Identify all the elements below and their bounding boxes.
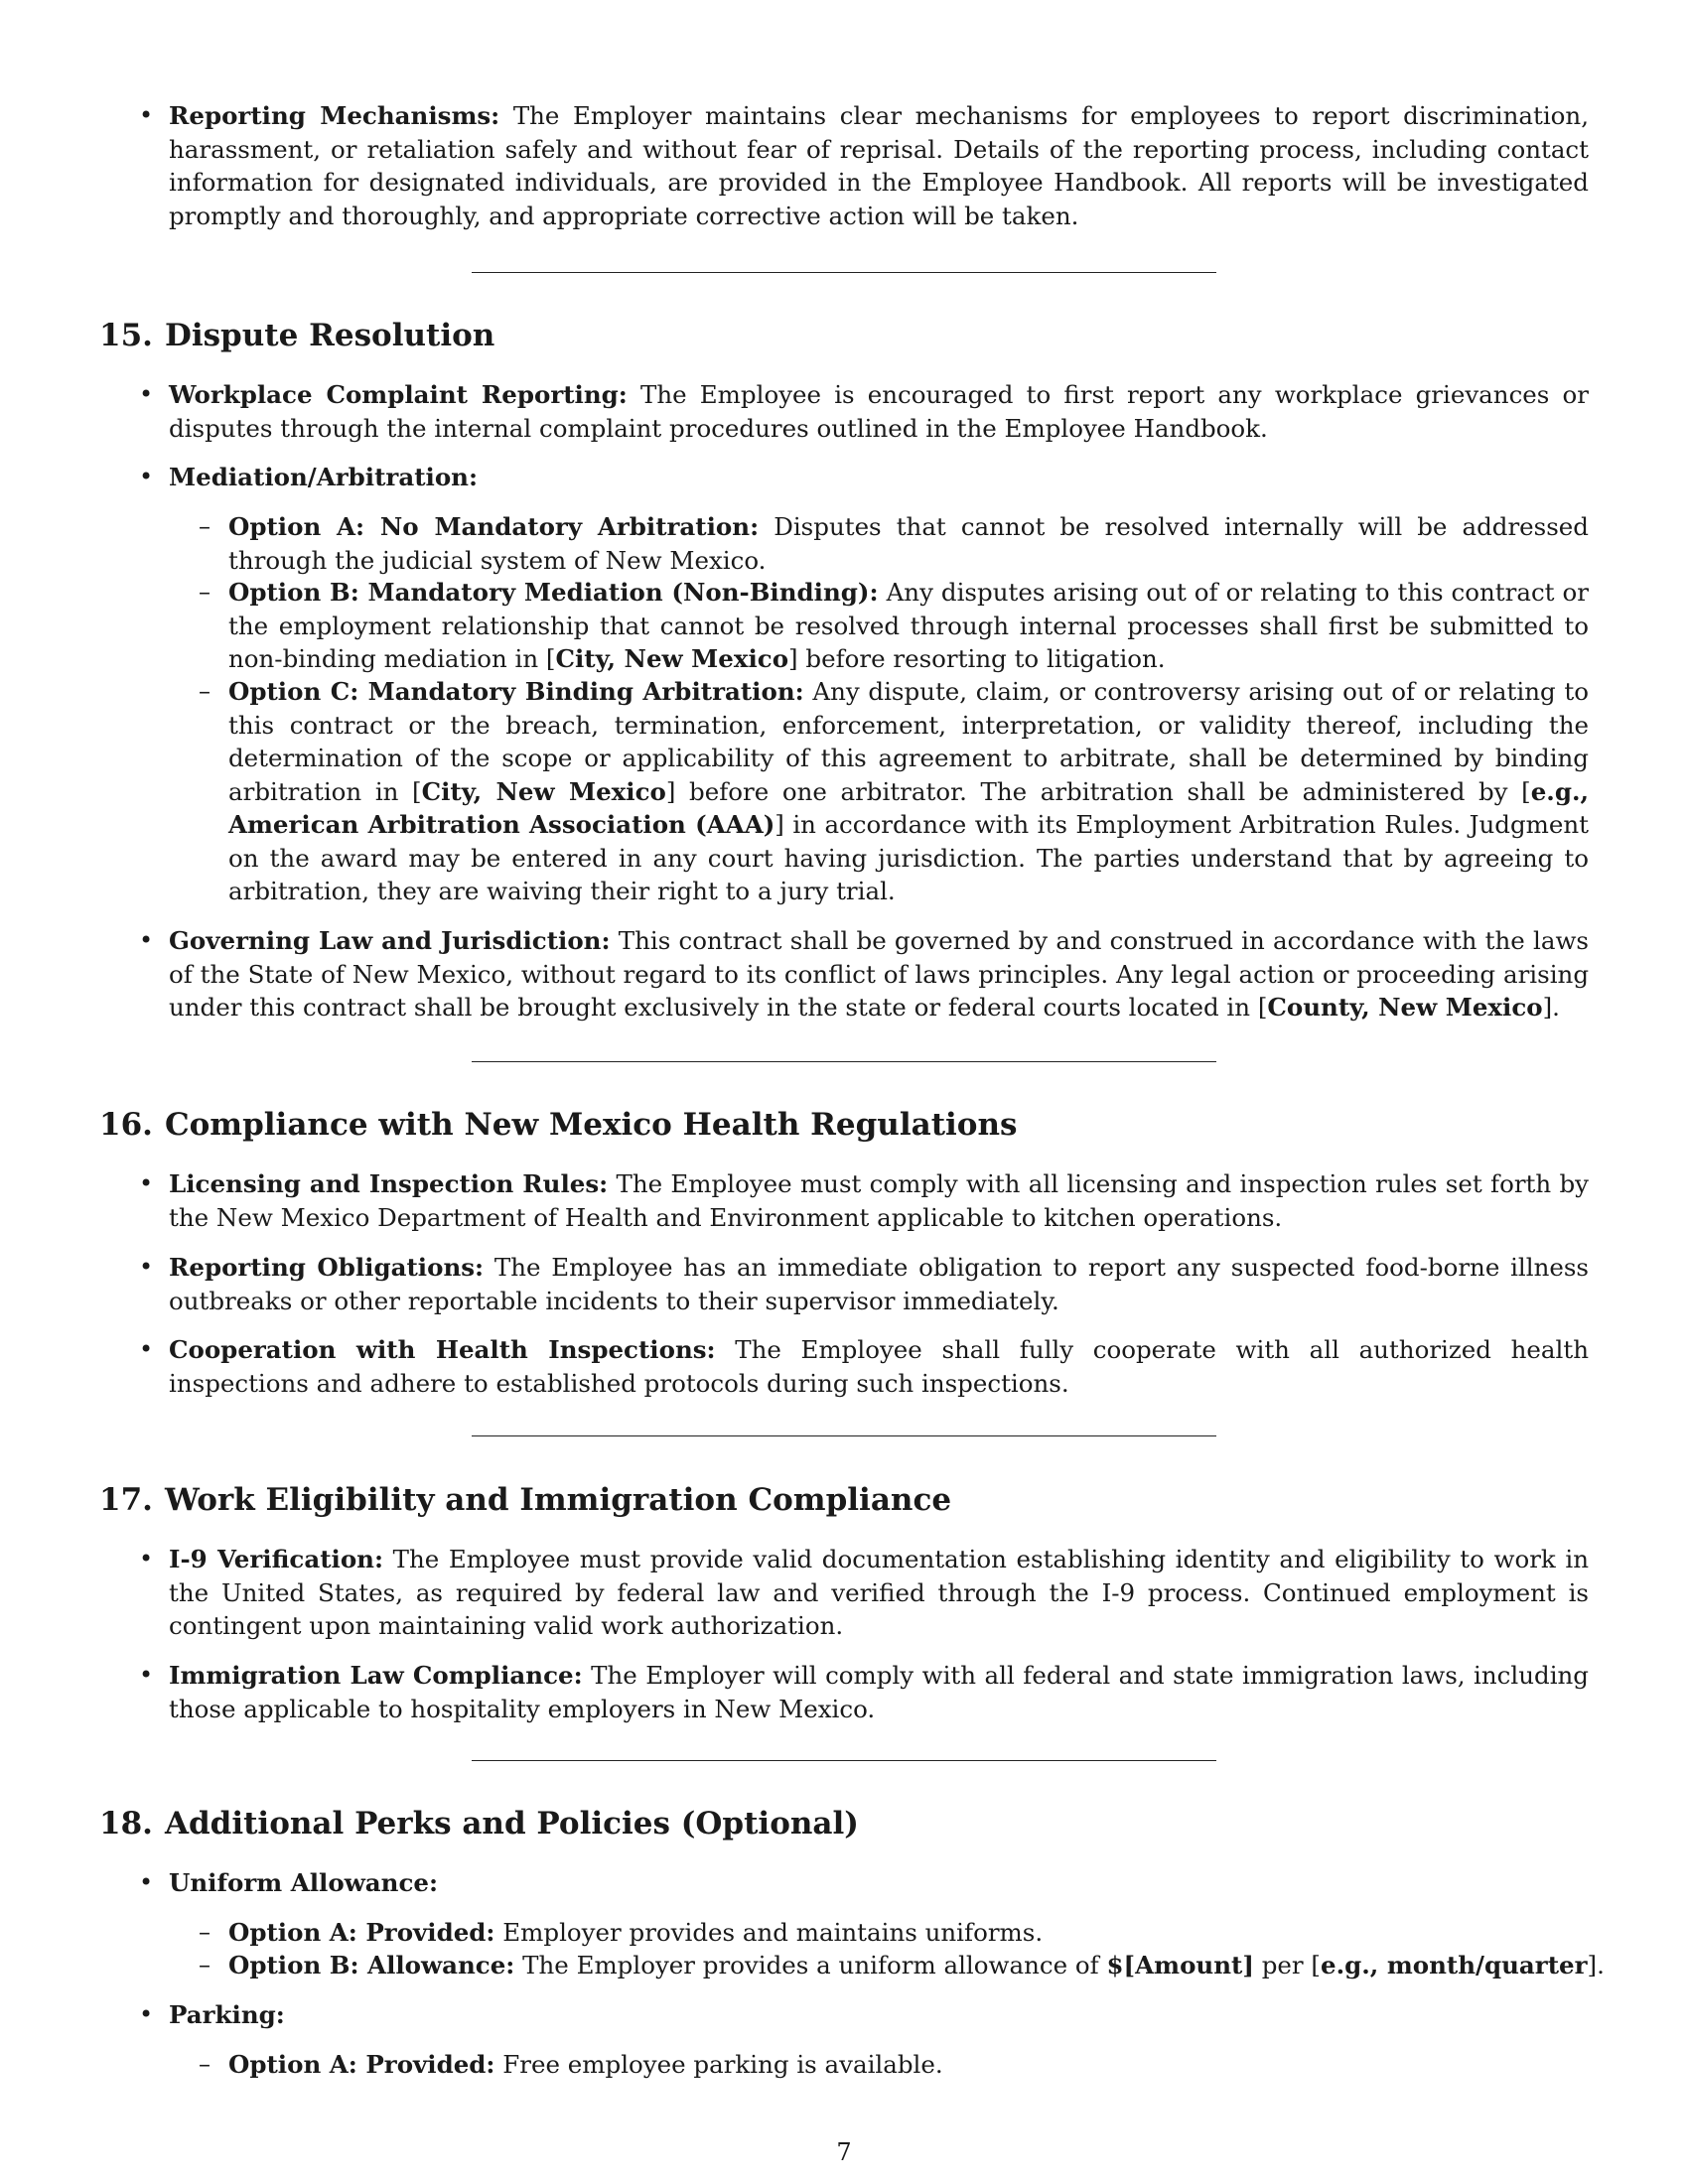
- list-item-governing-law: [139, 924, 1589, 1024]
- item-label: Licensing and Inspection Rules:: [169, 1169, 609, 1198]
- bullet: •: [139, 101, 154, 129]
- item-label: Immigration Law Compliance:: [169, 1661, 583, 1690]
- item-label: Reporting Mechanisms:: [169, 101, 500, 130]
- paragraph: [169, 1543, 1589, 1643]
- dash: –: [199, 1951, 211, 1979]
- item-label: I-9 Verification:: [169, 1545, 384, 1573]
- item-label: Option A: No Mandatory Arbitration:: [228, 512, 760, 541]
- paragraph: [169, 924, 1589, 1024]
- sub-item-parking-option-a: [199, 2048, 1589, 2082]
- section-divider: [472, 1760, 1216, 1761]
- section-number: 18.: [99, 1806, 153, 1842]
- item-label: Option B: Mandatory Mediation (Non-Binding):: [228, 578, 879, 607]
- section-heading-15: [99, 318, 494, 353]
- paragraph: [228, 2048, 1589, 2082]
- item-text: Free employee parking is available.: [502, 2050, 943, 2079]
- section-number: 16.: [99, 1107, 153, 1143]
- list-item-complaint-reporting: [139, 378, 1589, 445]
- list-item-reporting-mechanisms: [139, 99, 1589, 232]
- bullet: •: [139, 463, 154, 490]
- sub-item-option-c: [199, 675, 1590, 908]
- list-item-mediation-arbitration: [139, 461, 1589, 494]
- section-title: Additional Perks and Policies (Optional): [164, 1806, 859, 1842]
- item-text: The Employee must comply with all licensing and inspection rules set forth by the New Mexico Department of Health and Environment applicable to kitchen operations.: [169, 1169, 1589, 1232]
- dash: –: [199, 1918, 211, 1946]
- dash: –: [199, 2050, 211, 2078]
- item-text: ].: [1542, 993, 1560, 1022]
- section-heading-18: [99, 1806, 859, 1842]
- item-label: Option A: Provided:: [228, 2050, 495, 2079]
- item-text: This contract shall be governed by and construed in accordance with the laws of the State of New Mexico, without regard to its conflict of laws principles. Any legal action or proceeding arising under this contract shall be brought exclusively in the state or federal courts located in [: [169, 926, 1589, 1022]
- placeholder-county: County, New Mexico: [1267, 993, 1543, 1022]
- item-label: Reporting Obligations:: [169, 1253, 485, 1282]
- page-number: 7: [836, 2138, 852, 2166]
- item-label: Governing Law and Jurisdiction:: [169, 926, 611, 955]
- item-text: The Employer maintains clear mechanisms for employees to report discrimination, harassment, or retaliation safely and without fear of reprisal. Details of the reporting process, including contact information for designated individuals, are provided in the Employee Handbook. All reports will be investigated promptly and thoroughly, and appropriate corrective action will be taken.: [169, 101, 1589, 230]
- item-text: The Employee must provide valid documentation establishing identity and eligibility to work in the United States, as required by federal law and verified through the I-9 process. Continued employment is contingent upon maintaining valid work authorization.: [169, 1545, 1590, 1640]
- dash: –: [199, 512, 211, 540]
- item-label: Parking:: [169, 2000, 285, 2029]
- item-text: The Employer provides a uniform allowance of: [522, 1951, 1107, 1979]
- list-item-uniform-allowance: [139, 1866, 1589, 1900]
- sub-item-option-a: [199, 510, 1589, 577]
- section-number: 17.: [99, 1482, 153, 1518]
- item-label: Cooperation with Health Inspections:: [169, 1335, 716, 1364]
- item-text: The Employer will comply with all federal and state immigration laws, including those applicable to hospitality employers in New Mexico.: [169, 1661, 1589, 1723]
- bullet: •: [139, 1335, 154, 1363]
- item-text: Any disputes arising out of or relating to this contract or the employment relationship that cannot be resolved through internal processes shall first be submitted to non-binding mediation in [: [228, 578, 1589, 673]
- paragraph: [169, 1659, 1589, 1725]
- section-number: 15.: [99, 318, 153, 353]
- item-label: Workplace Complaint Reporting:: [169, 380, 628, 409]
- item-text: The Employee shall fully cooperate with all authorized health inspections and adhere to established protocols during such inspections.: [169, 1335, 1589, 1398]
- section-divider: [472, 1435, 1216, 1436]
- item-text: ] before resorting to litigation.: [788, 644, 1166, 673]
- paragraph: [228, 1949, 1605, 1982]
- bullet: •: [139, 1169, 154, 1197]
- paragraph: [169, 1167, 1589, 1234]
- dash: –: [199, 578, 211, 606]
- list-item-i9: [139, 1543, 1590, 1643]
- item-text: Any dispute, claim, or controversy arising out of or relating to this contract or the breach, termination, enforcement, interpretation, or validity thereof, including the determination of the scope or applicability of this agreement to arbitrate, shall be determined by binding arbitration in [: [228, 677, 1589, 806]
- paragraph: [169, 461, 1589, 494]
- section-title: Dispute Resolution: [164, 318, 495, 353]
- list-item-reporting-obligations: [139, 1251, 1589, 1317]
- item-text: per [: [1253, 1951, 1321, 1979]
- paragraph: [228, 1916, 1589, 1950]
- paragraph: [169, 1333, 1589, 1400]
- list-item-immigration: [139, 1659, 1589, 1725]
- list-item-licensing: [139, 1167, 1589, 1234]
- bullet: •: [139, 1868, 154, 1896]
- paragraph: [228, 576, 1589, 676]
- item-text: ] before one arbitrator. The arbitration shall be administered by [: [665, 776, 1531, 806]
- item-text: The Employee has an immediate obligation to report any suspected food-borne illness outbreaks or other reportable incidents to their supervisor immediately.: [169, 1253, 1589, 1315]
- sub-item-uniform-option-b: [199, 1949, 1605, 1982]
- placeholder-administrator: e.g., American Arbitration Association (AAA): [228, 776, 1590, 839]
- item-label: Uniform Allowance:: [169, 1868, 439, 1897]
- section-heading-16: [99, 1107, 1017, 1143]
- sub-item-option-b: [199, 576, 1589, 676]
- paragraph: [169, 1251, 1589, 1317]
- item-text: ] in accordance with its Employment Arbitration Rules. Judgment on the award may be entered in any court having jurisdiction. The parties understand that by agreeing to arbitration, they are waiving their right to a jury trial.: [228, 810, 1589, 905]
- placeholder-city: City, New Mexico: [421, 776, 666, 806]
- sub-item-uniform-option-a: [199, 1916, 1589, 1950]
- item-label: Option C: Mandatory Binding Arbitration:: [228, 677, 804, 706]
- section-title: Work Eligibility and Immigration Compliance: [164, 1482, 952, 1518]
- bullet: •: [139, 926, 154, 954]
- bullet: •: [139, 1253, 154, 1281]
- placeholder-city: City, New Mexico: [555, 644, 789, 673]
- bullet: •: [139, 1545, 154, 1572]
- section-divider: [472, 272, 1216, 273]
- bullet: •: [139, 1661, 154, 1689]
- paragraph: [228, 675, 1589, 908]
- section-heading-17: [99, 1482, 951, 1518]
- section-title: Compliance with New Mexico Health Regulations: [164, 1107, 1018, 1143]
- section-divider: [472, 1061, 1216, 1062]
- paragraph: [228, 510, 1589, 577]
- bullet: •: [139, 2000, 154, 2028]
- paragraph: [169, 1866, 1589, 1900]
- dash: –: [199, 677, 211, 705]
- list-item-parking: [139, 1998, 1589, 2032]
- placeholder-period: e.g., month/quarter: [1320, 1951, 1588, 1979]
- bullet: •: [139, 380, 154, 408]
- item-label: Option B: Allowance:: [228, 1951, 515, 1979]
- item-text: Disputes that cannot be resolved internally will be addressed through the judicial system of New Mexico.: [228, 512, 1589, 575]
- list-item-cooperation: [139, 1333, 1589, 1400]
- item-label: Mediation/Arbitration:: [169, 463, 479, 491]
- paragraph: [169, 378, 1589, 445]
- item-text: The Employee is encouraged to first report any workplace grievances or disputes through the internal complaint procedures outlined in the Employee Handbook.: [169, 380, 1589, 443]
- paragraph: [169, 99, 1589, 232]
- item-text: ].: [1587, 1951, 1605, 1979]
- paragraph: [169, 1998, 1589, 2032]
- item-text: Employer provides and maintains uniforms.: [502, 1918, 1044, 1947]
- item-label: Option A: Provided:: [228, 1918, 495, 1947]
- placeholder-amount: $[Amount]: [1106, 1951, 1254, 1979]
